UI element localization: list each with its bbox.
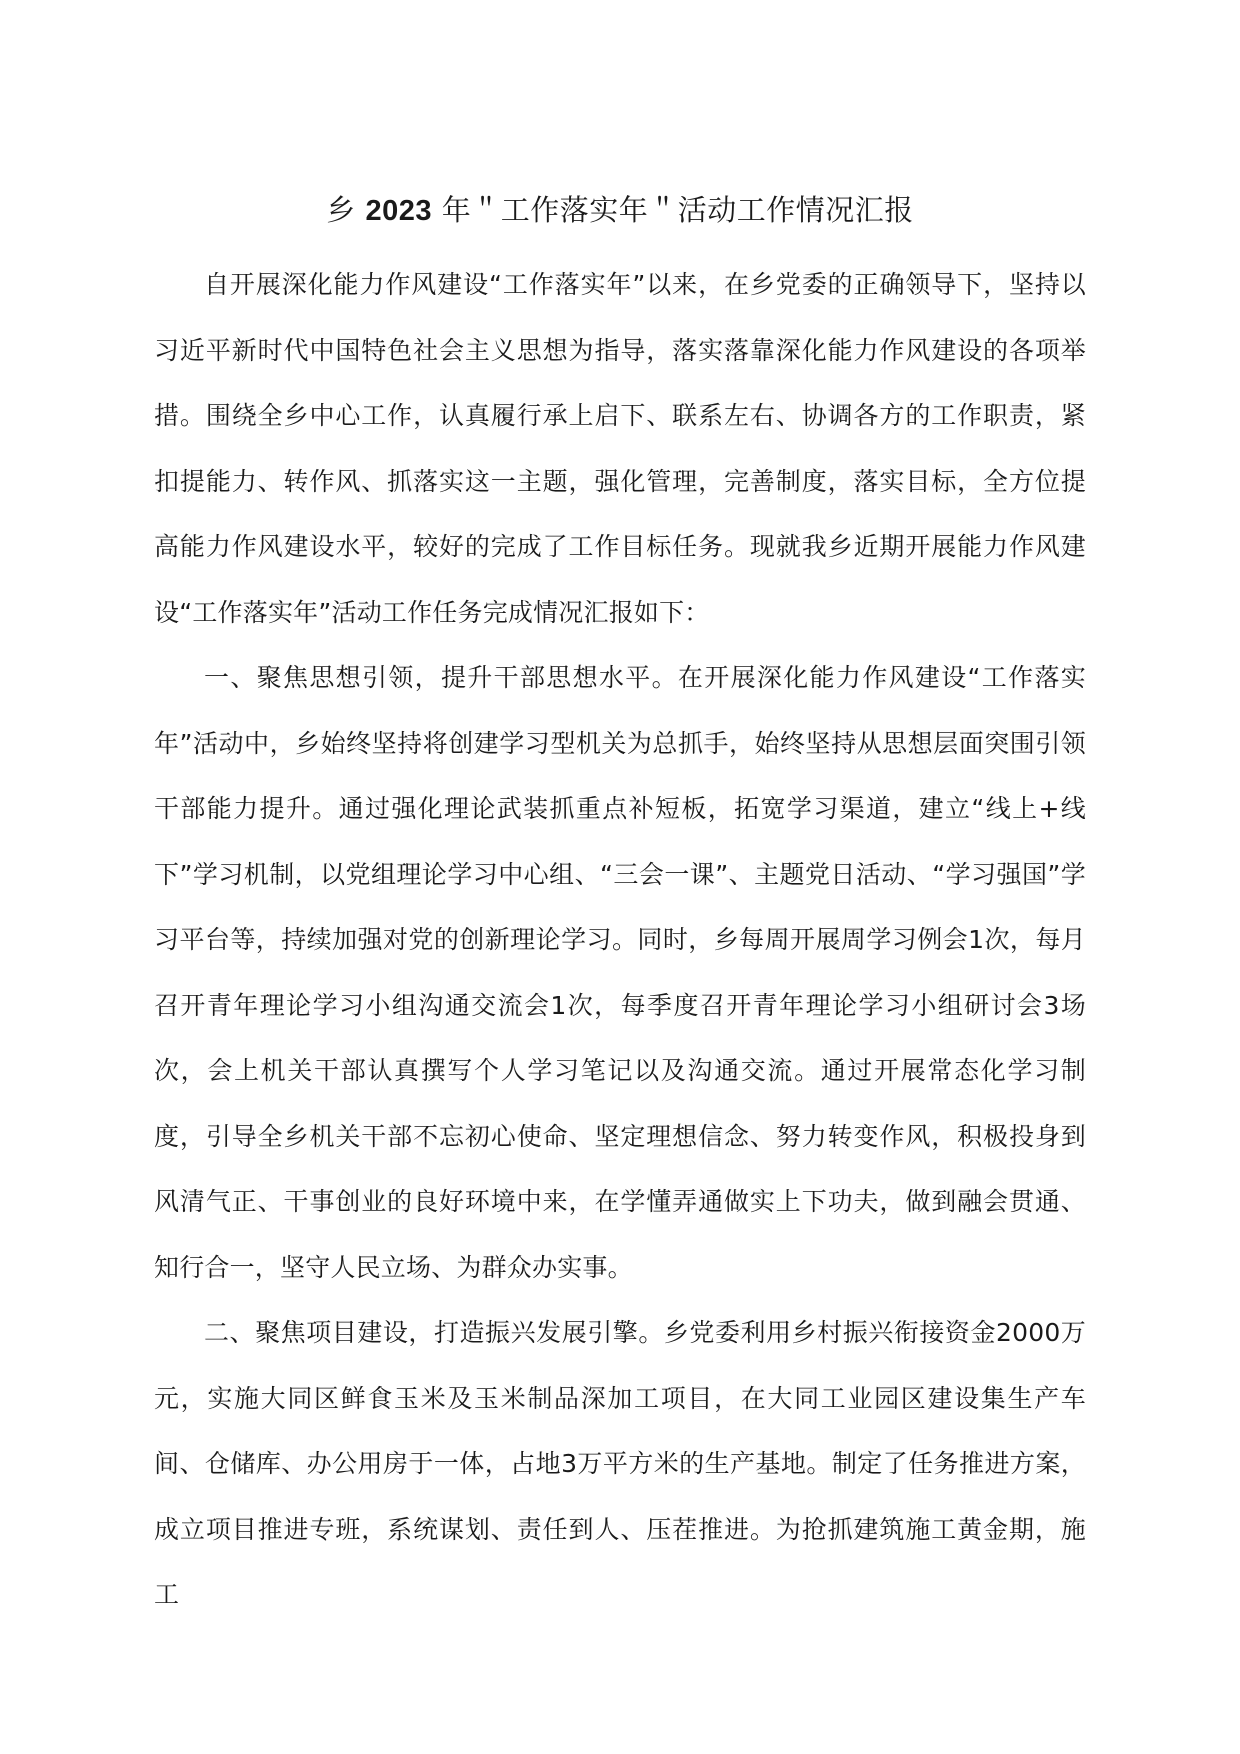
paragraph-section-1: 一、聚焦思想引领，提升干部思想水平。在开展深化能力作风建设“工作落实年”活动中，乡始终坚持将创建学习型机关为总抓手，始终坚持从思想层面突围引领干部能力提升。通过强化理论武装抓重点补短板，拓宽学习渠道，建立“线上+线下”学习机制，以党组理论学习中心组、“三会一课”、主题党日活动、“学习强国”学习平台等，持续加强对党的创新理论学习。同时，乡每周开展周学习例会1次，每月召开青年理论学习小组沟通交流会1次，每季度召开青年理论学习小组研讨会3场次，会上机关干部认真撰写个人学习笔记以及沟通交流。通过开展常态化学习制度，引导全乡机关干部不忘初心使命、坚定理想信念、努力转变作风，积极投身到风清气正、干事创业的良好环境中来，在学懂弄通做实上下功夫，做到融会贯通、知行合一，坚守人民立场、为群众办实事。 <box>154 663 1086 1282</box>
paragraph-section-2: 二、聚焦项目建设，打造振兴发展引擎。乡党委利用乡村振兴衔接资金2000万元，实施大同区鲜食玉米及玉米制品深加工项目，在大同工业园区建设集生产车间、仓储库、办公用房于一体，占地3万平方米的生产基地。制定了任务推进方案，成立项目推进专班，系统谋划、责任到人、压茬推进。为抢抓建筑施工黄金期，施工 <box>154 1318 1086 1609</box>
title-prefix: 乡 <box>326 193 356 227</box>
document-title <box>0 186 1240 235</box>
title-suffix: 年＂工作落实年＂活动工作情况汇报 <box>441 193 914 227</box>
title-year: 2023 <box>365 195 432 227</box>
document-body <box>154 252 1086 1628</box>
paragraph-intro: 自开展深化能力作风建设“工作落实年”以来，在乡党委的正确领导下，坚持以习近平新时代中国特色社会主义思想为指导，落实落靠深化能力作风建设的各项举措。围绕全乡中心工作，认真履行承上启下、联系左右、协调各方的工作职责，紧扣提能力、转作风、抓落实这一主题，强化管理，完善制度，落实目标，全方位提高能力作风建设水平，较好的完成了工作目标任务。现就我乡近期开展能力作风建设“工作落实年”活动工作任务完成情况汇报如下： <box>154 270 1086 627</box>
